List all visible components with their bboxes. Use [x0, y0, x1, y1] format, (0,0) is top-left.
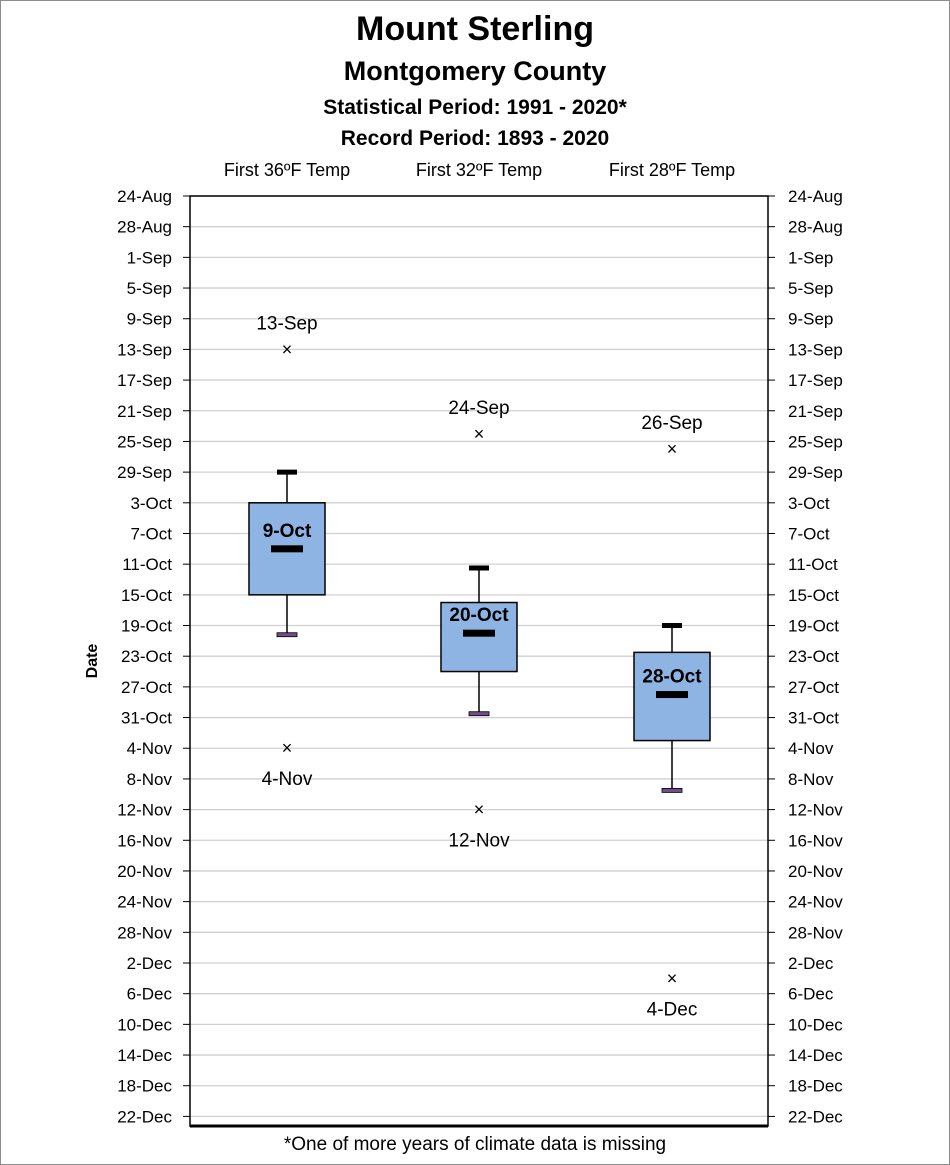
y-tick-label-right: 4-Nov: [788, 739, 834, 759]
y-tick-label-right: 13-Sep: [788, 340, 843, 360]
y-tick-label-left: 12-Nov: [117, 800, 172, 820]
y-tick-label-right: 8-Nov: [788, 769, 834, 789]
y-tick-label-right: 7-Oct: [788, 524, 830, 544]
median-label: 20-Oct: [449, 605, 509, 627]
record-earliest-label: 24-Sep: [448, 397, 510, 419]
record-earliest-label: 13-Sep: [256, 313, 318, 335]
y-tick-label-right: 10-Dec: [788, 1015, 843, 1035]
y-tick-label-right: 25-Sep: [788, 432, 843, 452]
y-tick-label-right: 27-Oct: [788, 677, 840, 697]
y-tick-label-left: 5-Sep: [126, 279, 172, 299]
y-tick-label-right: 5-Sep: [788, 279, 834, 299]
y-tick-label-left: 6-Dec: [126, 984, 172, 1004]
y-tick-label-right: 19-Oct: [788, 616, 840, 636]
y-tick-label-right: 1-Sep: [788, 248, 834, 268]
y-tick-label-right: 18-Dec: [788, 1076, 843, 1096]
median-label: 28-Oct: [642, 666, 702, 688]
y-tick-label-right: 2-Dec: [788, 954, 834, 973]
y-tick-label-right: 29-Sep: [788, 463, 843, 483]
whisker-cap-late: [277, 633, 297, 637]
y-tick-label-right: 3-Oct: [788, 493, 830, 513]
record-latest-marker: ×: [281, 738, 293, 759]
y-axis-title: Date: [84, 643, 101, 679]
y-tick-label-left: 17-Sep: [117, 371, 172, 391]
record-period: Record Period: 1893 - 2020: [340, 127, 610, 150]
record-latest-label: 4-Nov: [261, 769, 313, 791]
chart-subtitle: Montgomery County: [343, 56, 607, 86]
record-earliest-marker: ×: [281, 339, 293, 360]
y-tick-label-left: 24-Aug: [117, 187, 172, 206]
median-bar: [271, 545, 303, 552]
y-tick-label-left: 3-Oct: [130, 493, 172, 513]
record-latest-marker: ×: [666, 968, 678, 989]
y-tick-label-right: 12-Nov: [788, 800, 843, 820]
y-tick-label-left: 18-Dec: [117, 1076, 172, 1096]
y-tick-label-left: 25-Sep: [117, 432, 172, 452]
y-tick-label-right: 14-Dec: [788, 1046, 843, 1066]
y-tick-label-left: 9-Sep: [126, 309, 172, 329]
y-tick-label-left: 8-Nov: [126, 769, 172, 789]
record-latest-label: 4-Dec: [646, 999, 698, 1021]
statistical-period: Statistical Period: 1991 - 2020*: [323, 96, 627, 119]
y-tick-label-left: 27-Oct: [120, 677, 172, 697]
y-tick-label-left: 10-Dec: [117, 1015, 172, 1035]
y-tick-label-right: 31-Oct: [788, 708, 840, 728]
y-tick-label-left: 28-Nov: [117, 923, 172, 943]
chart-title: Mount Sterling: [356, 10, 594, 48]
footnote: *One of more years of climate data is missing: [283, 1134, 667, 1155]
whisker-cap-late: [469, 712, 489, 716]
y-tick-label-right: 11-Oct: [788, 555, 838, 575]
y-tick-label-left: 1-Sep: [126, 248, 172, 268]
y-tick-label-left: 20-Nov: [117, 861, 172, 881]
y-tick-label-left: 7-Oct: [130, 524, 172, 544]
y-tick-label-right: 24-Aug: [788, 187, 843, 206]
y-tick-label-left: 31-Oct: [120, 708, 172, 728]
whisker-cap-early: [662, 623, 682, 628]
category-label: First 36ºF Temp: [223, 160, 351, 180]
whisker-cap-late: [662, 788, 682, 792]
whisker-cap-early: [277, 470, 297, 475]
y-tick-label-left: 14-Dec: [117, 1046, 172, 1066]
record-earliest-marker: ×: [666, 439, 678, 460]
median-bar: [463, 630, 495, 637]
median-bar: [656, 691, 688, 698]
y-tick-label-left: 4-Nov: [126, 739, 172, 759]
record-earliest-marker: ×: [473, 423, 485, 444]
category-label: First 32ºF Temp: [415, 160, 543, 180]
median-label: 9-Oct: [262, 520, 312, 542]
y-tick-label-left: 22-Dec: [117, 1107, 172, 1127]
y-tick-label-right: 17-Sep: [788, 371, 843, 391]
y-tick-label-left: 23-Oct: [120, 647, 172, 667]
y-tick-label-right: 28-Aug: [788, 217, 843, 237]
y-tick-label-right: 28-Nov: [788, 923, 843, 943]
y-tick-label-left: 24-Nov: [117, 892, 172, 912]
y-tick-label-right: 16-Nov: [788, 831, 843, 851]
y-tick-label-right: 15-Oct: [788, 585, 840, 605]
whisker-cap-early: [469, 565, 489, 570]
y-tick-label-right: 20-Nov: [788, 861, 843, 881]
y-tick-label-right: 22-Dec: [788, 1107, 843, 1127]
y-tick-label-right: 6-Dec: [788, 984, 834, 1004]
y-tick-label-right: 9-Sep: [788, 309, 834, 329]
y-tick-label-left: 29-Sep: [117, 463, 172, 483]
y-tick-label-left: 15-Oct: [120, 585, 172, 605]
y-tick-label-left: 13-Sep: [117, 340, 172, 360]
record-latest-marker: ×: [473, 799, 485, 820]
y-tick-label-left: 19-Oct: [120, 616, 172, 636]
y-tick-label-right: 21-Sep: [788, 401, 843, 421]
y-tick-label-right: 24-Nov: [788, 892, 843, 912]
y-tick-label-left: 21-Sep: [117, 401, 172, 421]
y-tick-label-left: 28-Aug: [117, 217, 172, 237]
category-label: First 28ºF Temp: [608, 160, 736, 180]
record-latest-label: 12-Nov: [448, 830, 510, 852]
record-earliest-label: 26-Sep: [641, 413, 703, 435]
y-tick-label-right: 23-Oct: [788, 647, 840, 667]
y-tick-label-left: 2-Dec: [126, 954, 172, 973]
y-tick-label-left: 16-Nov: [117, 831, 172, 851]
y-tick-label-left: 11-Oct: [122, 555, 172, 575]
